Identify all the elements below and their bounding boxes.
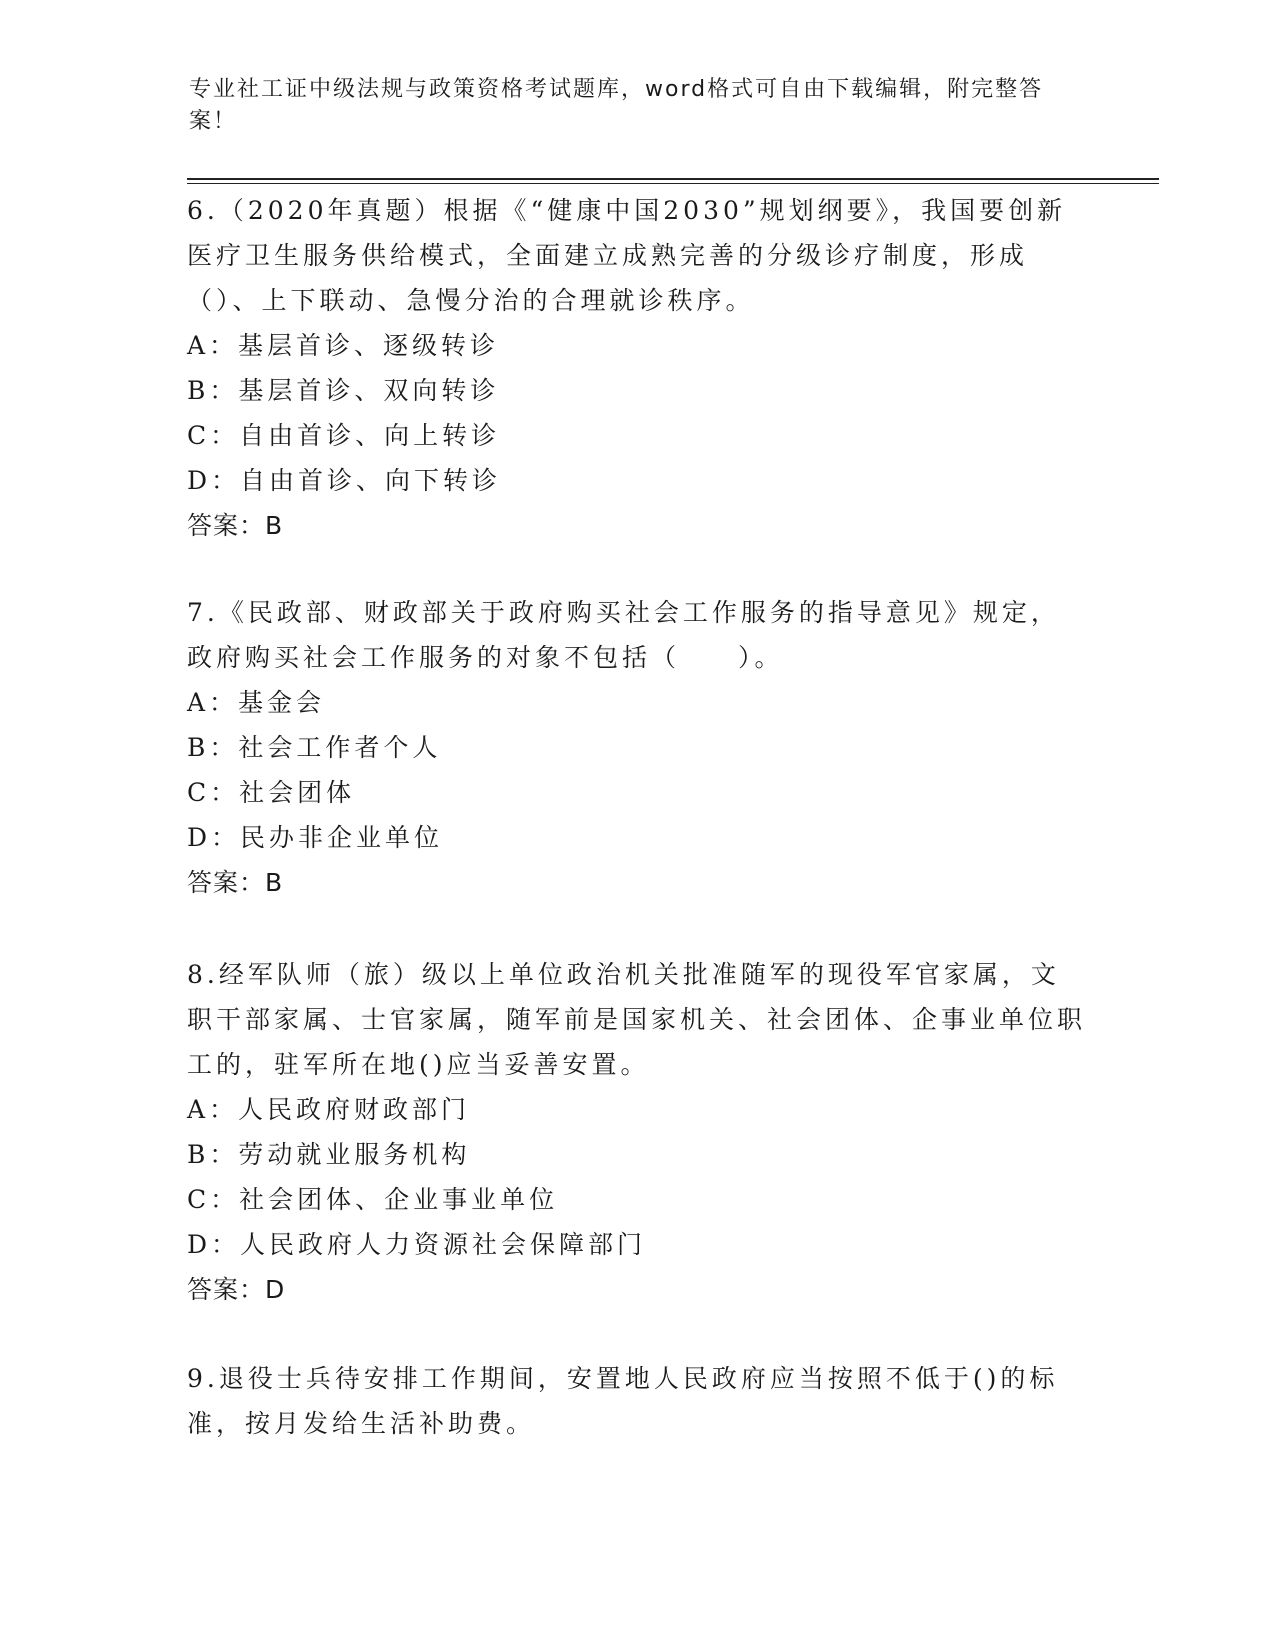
- option-b: B：劳动就业服务机构: [187, 1140, 471, 1169]
- option-b: B：基层首诊、双向转诊: [187, 376, 500, 405]
- answer-label: 答案：B: [187, 868, 284, 897]
- question-stem: 7.《民政部、财政部关于政府购买社会工作服务的指导意见》规定，政府购买社会工作服务的对象不包括（ ）。: [187, 598, 1060, 672]
- option-d: D：民办非企业单位: [187, 823, 444, 852]
- option-c: C：自由首诊、向上转诊: [187, 421, 501, 450]
- option-b: B：社会工作者个人: [187, 733, 442, 762]
- option-a: A：基金会: [187, 688, 326, 717]
- question-9: [187, 1356, 1087, 1446]
- option-d: D：人民政府人力资源社会保障部门: [187, 1230, 647, 1259]
- option-c: C：社会团体: [187, 778, 356, 807]
- option-c: C：社会团体、企业事业单位: [187, 1185, 559, 1214]
- question-7: [187, 590, 1087, 905]
- header-divider-thin: [187, 183, 1159, 184]
- option-d: D：自由首诊、向下转诊: [187, 466, 502, 495]
- option-a: A：基层首诊、逐级转诊: [187, 331, 500, 360]
- question-6: [187, 188, 1087, 548]
- answer-label: 答案：D: [187, 1275, 286, 1304]
- question-stem: 8.经军队师（旅）级以上单位政治机关批准随军的现役军官家属，文职干部家属、士官家属，随军前是国家机关、社会团体、企事业单位职工的，驻军所在地()应当妥善安置。: [187, 960, 1087, 1079]
- question-8: [187, 952, 1087, 1312]
- answer-label: 答案：B: [187, 511, 284, 540]
- question-stem: 9.退役士兵待安排工作期间，安置地人民政府应当按照不低于()的标准，按月发给生活补助费。: [187, 1364, 1059, 1438]
- option-a: A：人民政府财政部门: [187, 1095, 471, 1124]
- header-divider: [187, 178, 1159, 180]
- question-stem: 6.（2020年真题）根据《“健康中国2030”规划纲要》，我国要创新医疗卫生服务供给模式，全面建立成熟完善的分级诊疗制度，形成（）、上下联动、急慢分治的合理就诊秩序。: [187, 196, 1067, 315]
- document-header: 专业社工证中级法规与政策资格考试题库，word格式可自由下载编辑，附完整答案！: [189, 77, 1044, 134]
